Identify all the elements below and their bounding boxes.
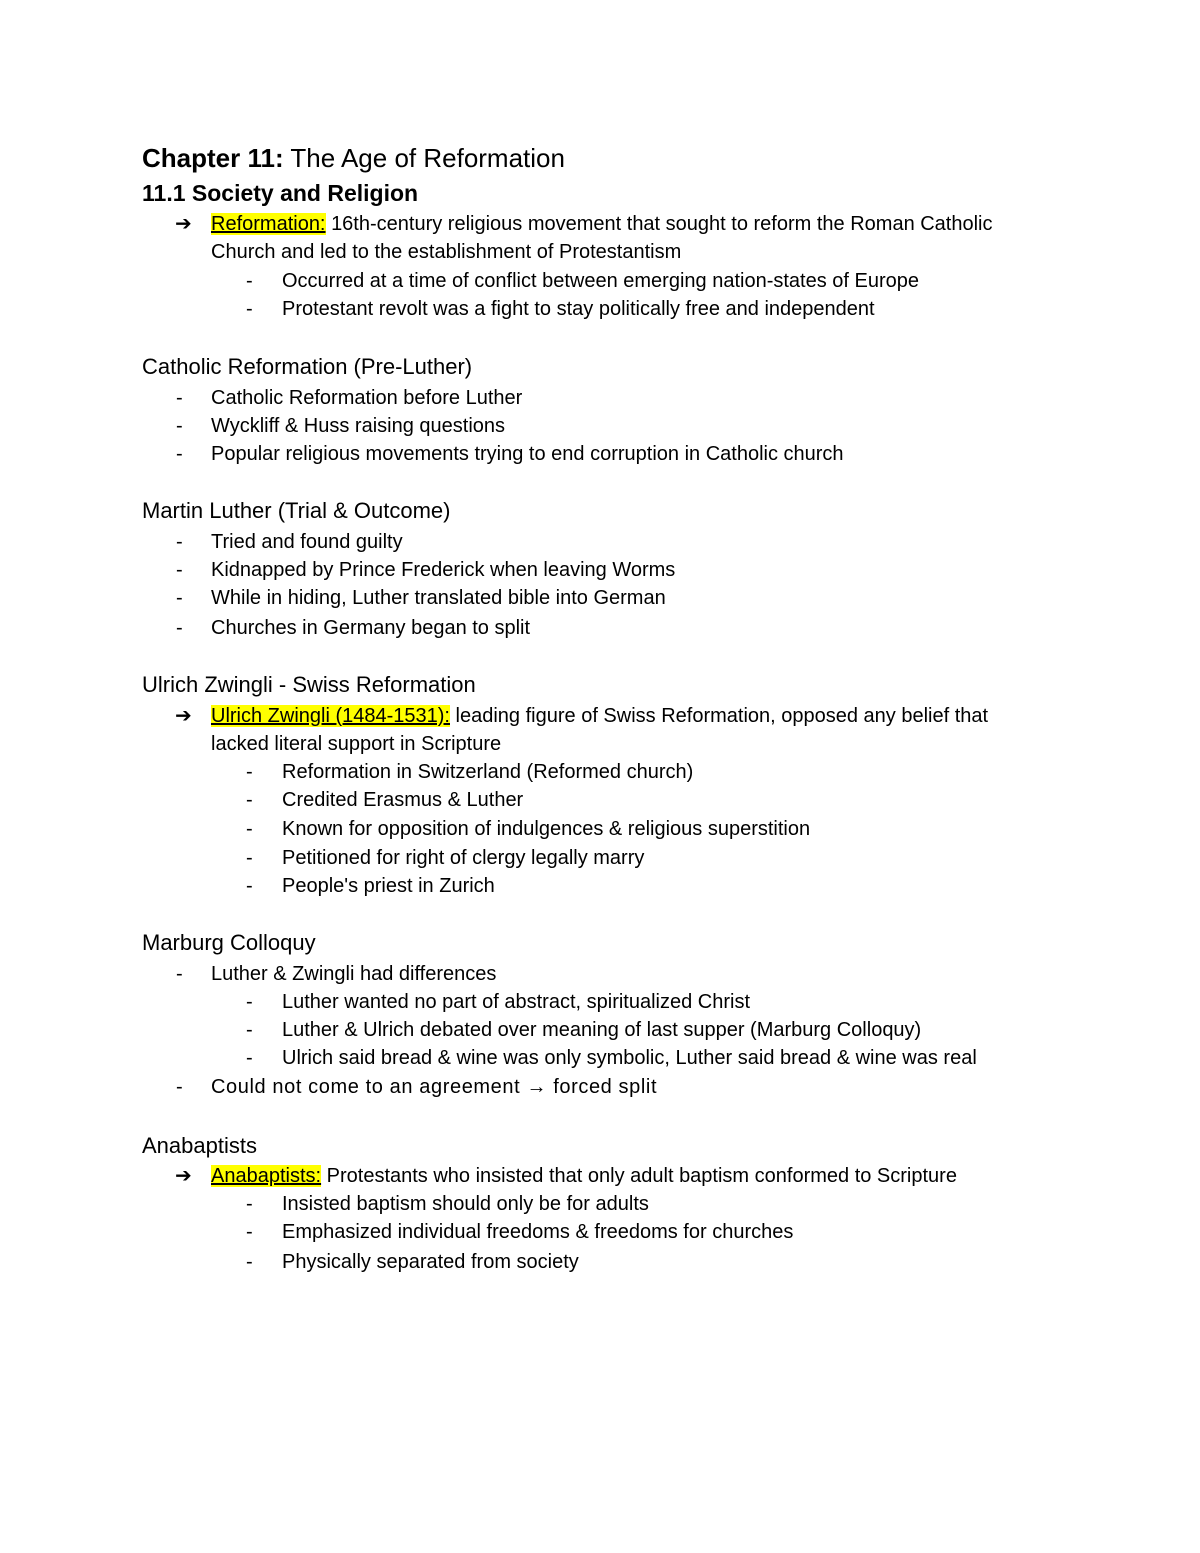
dash-bullet-icon: - <box>246 298 253 320</box>
dash-bullet-icon: - <box>246 270 253 292</box>
definition-line <box>211 1162 957 1190</box>
list-item: Known for opposition of indulgences & religious superstition <box>282 818 811 840</box>
list-item: Catholic Reformation before Luther <box>211 387 523 409</box>
dash-bullet-icon: - <box>246 1221 253 1243</box>
list-item: Wyckliff & Huss raising questions <box>211 415 506 437</box>
dash-bullet-icon: - <box>176 617 183 639</box>
definition-line <box>211 210 993 238</box>
list-item: Ulrich said bread & wine was only symbolic, Luther said bread & wine was real <box>282 1047 977 1069</box>
section-heading: Catholic Reformation (Pre-Luther) <box>142 354 473 379</box>
dash-bullet-icon: - <box>246 1193 253 1215</box>
dash-bullet-icon: - <box>246 991 253 1013</box>
definition-continuation: Church and led to the establishment of Protestantism <box>211 241 682 263</box>
list-item: Luther & Zwingli had differences <box>211 963 497 985</box>
list-item: Emphasized individual freedoms & freedoms for churches <box>282 1221 794 1243</box>
arrow-bullet-icon: ➔ <box>175 705 192 727</box>
dash-bullet-icon: - <box>176 443 183 465</box>
definition-text: leading figure of Swiss Reformation, opposed any belief that <box>455 705 989 727</box>
dash-bullet-icon: - <box>246 1251 253 1273</box>
dash-bullet-icon: - <box>176 587 183 609</box>
dash-bullet-icon: - <box>176 963 183 985</box>
list-item: Churches in Germany began to split <box>211 617 531 639</box>
list-item: Protestant revolt was a fight to stay politically free and independent <box>282 298 875 320</box>
dash-bullet-icon: - <box>176 559 183 581</box>
dash-bullet-icon: - <box>246 1019 253 1041</box>
dash-bullet-icon: - <box>246 1047 253 1069</box>
dash-bullet-icon: - <box>246 847 253 869</box>
section-heading: Ulrich Zwingli - Swiss Reformation <box>142 672 476 697</box>
list-item: Petitioned for right of clergy legally marry <box>282 847 645 869</box>
chapter-name: The Age of Reformation <box>290 143 565 173</box>
section-heading: Anabaptists <box>142 1133 257 1158</box>
section-heading: Martin Luther (Trial & Outcome) <box>142 498 451 523</box>
definition-continuation: lacked literal support in Scripture <box>211 733 502 755</box>
list-item: Could not come to an agreement → forced split <box>211 1076 658 1098</box>
list-item: Physically separated from society <box>282 1251 579 1273</box>
arrow-bullet-icon: ➔ <box>175 1165 192 1187</box>
dash-bullet-icon: - <box>246 875 253 897</box>
list-item: Insisted baptism should only be for adults <box>282 1193 649 1215</box>
term-highlight: Ulrich Zwingli (1484-1531): <box>211 705 450 727</box>
dash-bullet-icon: - <box>176 531 183 553</box>
dash-bullet-icon: - <box>246 789 253 811</box>
arrow-bullet-icon: ➔ <box>175 213 192 235</box>
dash-bullet-icon: - <box>176 387 183 409</box>
chapter-label: Chapter 11: <box>142 143 284 173</box>
term-highlight: Reformation: <box>211 213 326 235</box>
definition-text: Protestants who insisted that only adult baptism conformed to Scripture <box>326 1165 957 1187</box>
definition-text: 16th-century religious movement that sought to reform the Roman Catholic <box>331 213 993 235</box>
list-item: Credited Erasmus & Luther <box>282 789 524 811</box>
list-item: Luther wanted no part of abstract, spiritualized Christ <box>282 991 751 1013</box>
list-item: Occurred at a time of conflict between emerging nation-states of Europe <box>282 270 920 292</box>
list-item: People's priest in Zurich <box>282 875 495 897</box>
list-item: Tried and found guilty <box>211 531 403 553</box>
term-highlight: Anabaptists: <box>211 1165 322 1187</box>
definition-line <box>211 702 988 730</box>
section-title <box>142 178 418 208</box>
dash-bullet-icon: - <box>246 818 253 840</box>
list-item: Kidnapped by Prince Frederick when leaving Worms <box>211 559 676 581</box>
section-name: Society and Religion <box>191 180 419 206</box>
section-number: 11.1 <box>142 180 186 206</box>
list-item: Luther & Ulrich debated over meaning of last supper (Marburg Colloquy) <box>282 1019 922 1041</box>
list-item: Reformation in Switzerland (Reformed church) <box>282 761 694 783</box>
dash-bullet-icon: - <box>176 415 183 437</box>
chapter-title <box>142 141 565 175</box>
list-item: Popular religious movements trying to end corruption in Catholic church <box>211 443 844 465</box>
list-item: While in hiding, Luther translated bible into German <box>211 587 666 609</box>
dash-bullet-icon: - <box>246 761 253 783</box>
dash-bullet-icon: - <box>176 1076 183 1098</box>
section-heading: Marburg Colloquy <box>142 930 316 955</box>
